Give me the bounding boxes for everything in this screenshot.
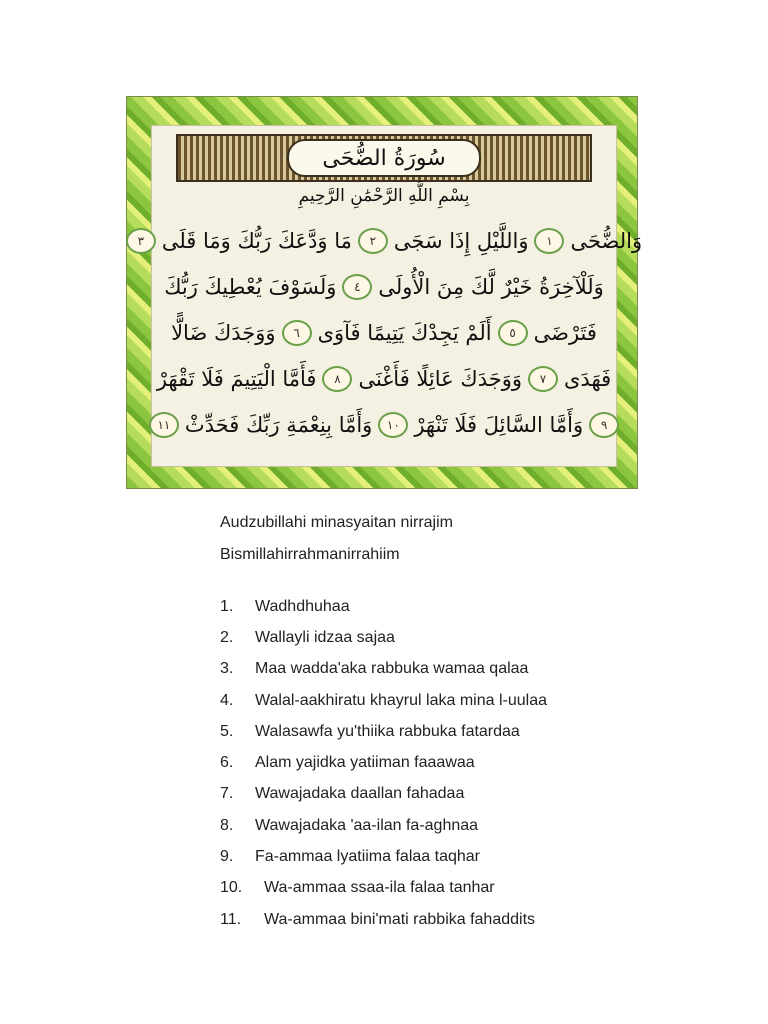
arabic-verses xyxy=(137,218,643,448)
verse-transliteration: Wa-ammaa ssaa-ila falaa tanhar xyxy=(264,879,495,897)
verse-item xyxy=(220,904,740,935)
verse-number: 5. xyxy=(220,722,234,740)
verse-number: 4. xyxy=(220,691,234,709)
arabic-verse-text: مَا وَدَّعَكَ رَبُّكَ وَمَا قَلَى xyxy=(161,229,352,253)
verse-item xyxy=(220,747,740,778)
verse-item xyxy=(220,622,740,653)
arabic-line xyxy=(156,356,612,402)
quran-page-panel xyxy=(137,125,643,467)
arabic-line xyxy=(157,402,608,448)
verse-item xyxy=(220,654,740,685)
transliteration-block xyxy=(220,507,740,935)
verse-number: 11. xyxy=(220,910,242,928)
verse-number-marker: ٥ xyxy=(498,320,528,346)
arabic-verse-text: وَأَمَّا السَّائِلَ فَلَا تَنْهَرْ xyxy=(414,413,584,437)
verse-number-marker: ٨ xyxy=(322,366,352,392)
arabic-verse-text: وَوَجَدَكَ عَائِلًا فَأَغْنَى xyxy=(358,367,522,391)
arabic-verse-text: وَاللَّيْلِ إِذَا سَجَى xyxy=(393,229,529,253)
arabic-verse-text: أَلَمْ يَجِدْكَ يَتِيمًا فَآوَى xyxy=(317,321,492,345)
arabic-line xyxy=(137,218,643,264)
surah-title: سُورَةُ الضُّحَى xyxy=(287,139,481,177)
verse-number: 7. xyxy=(220,785,234,803)
arabic-verse-text: وَلَلْآخِرَةُ خَيْرٌ لَّكَ مِنَ الْأُولَى xyxy=(378,275,604,299)
arabic-line xyxy=(160,264,608,310)
arabic-verse-text: فَهَدَى xyxy=(563,367,612,391)
verse-transliteration: Wawajadaka 'aa-ilan fa-aghnaa xyxy=(255,816,479,834)
verse-number: 6. xyxy=(220,754,234,772)
arabic-verse-text: فَتَرْضَى xyxy=(533,321,597,345)
verse-item xyxy=(220,779,740,810)
surah-title-frame xyxy=(176,134,592,182)
arabic-basmala: بِسْمِ اللَّهِ الرَّحْمَٰنِ الرَّحِيمِ xyxy=(298,186,470,206)
verse-number-marker: ٩ xyxy=(589,412,619,438)
verse-item xyxy=(220,685,740,716)
verse-number: 3. xyxy=(220,660,234,678)
verse-number-marker: ١ xyxy=(534,228,564,254)
verse-number-marker: ٧ xyxy=(528,366,558,392)
verse-number-marker: ٣ xyxy=(126,228,156,254)
verse-list xyxy=(220,591,740,935)
verse-item xyxy=(220,716,740,747)
surah-ad-duha-image xyxy=(126,96,643,489)
verse-number-marker: ٤ xyxy=(342,274,372,300)
verse-transliteration: Wa-ammaa bini'mati rabbika fahaddits xyxy=(264,910,536,928)
verse-number: 9. xyxy=(220,848,234,866)
arabic-verse-text: وَلَسَوْفَ يُعْطِيكَ رَبُّكَ xyxy=(164,275,337,299)
verse-transliteration: Fa-ammaa lyatiima falaa taqhar xyxy=(255,848,480,866)
arabic-verse-text: وَأَمَّا بِنِعْمَةِ رَبِّكَ فَحَدِّثْ xyxy=(184,413,373,437)
arabic-verse-text: وَوَجَدَكَ ضَالًّا xyxy=(171,321,276,345)
verse-item xyxy=(220,873,740,904)
basmala-line: Bismillahirrahmanirrahiim xyxy=(220,546,400,563)
verse-number-marker: ١١ xyxy=(149,412,179,438)
arabic-verse-text: فَأَمَّا الْيَتِيمَ فَلَا تَقْهَرْ xyxy=(156,367,317,391)
verse-number-marker: ٢ xyxy=(358,228,388,254)
verse-transliteration: Alam yajidka yatiiman faaawaa xyxy=(255,754,475,772)
verse-number-marker: ٦ xyxy=(282,320,312,346)
verse-transliteration: Wawajadaka daallan fahadaa xyxy=(255,785,465,803)
verse-transliteration: Walasawfa yu'thiika rabbuka fatardaa xyxy=(255,722,520,740)
verse-item xyxy=(220,810,740,841)
verse-item xyxy=(220,841,740,872)
verse-transliteration: Maa wadda'aka rabbuka wamaa qalaa xyxy=(255,660,529,678)
verse-number-marker: ١٠ xyxy=(378,412,408,438)
verse-item xyxy=(220,591,740,622)
verse-transliteration: Wallayli idzaa sajaa xyxy=(255,628,395,646)
arabic-verse-text: وَالضُّحَى xyxy=(570,229,643,253)
verse-number: 10. xyxy=(220,879,243,897)
verse-number: 1. xyxy=(220,597,234,615)
verse-transliteration: Wadhdhuhaa xyxy=(255,597,350,615)
verse-number: 8. xyxy=(220,816,234,834)
taawwudh-line: Audzubillahi minasyaitan nirrajim xyxy=(220,514,453,531)
verse-transliteration: Walal-aakhiratu khayrul laka mina l-uulaa xyxy=(255,691,547,709)
verse-number: 2. xyxy=(220,628,234,646)
arabic-line xyxy=(160,310,608,356)
